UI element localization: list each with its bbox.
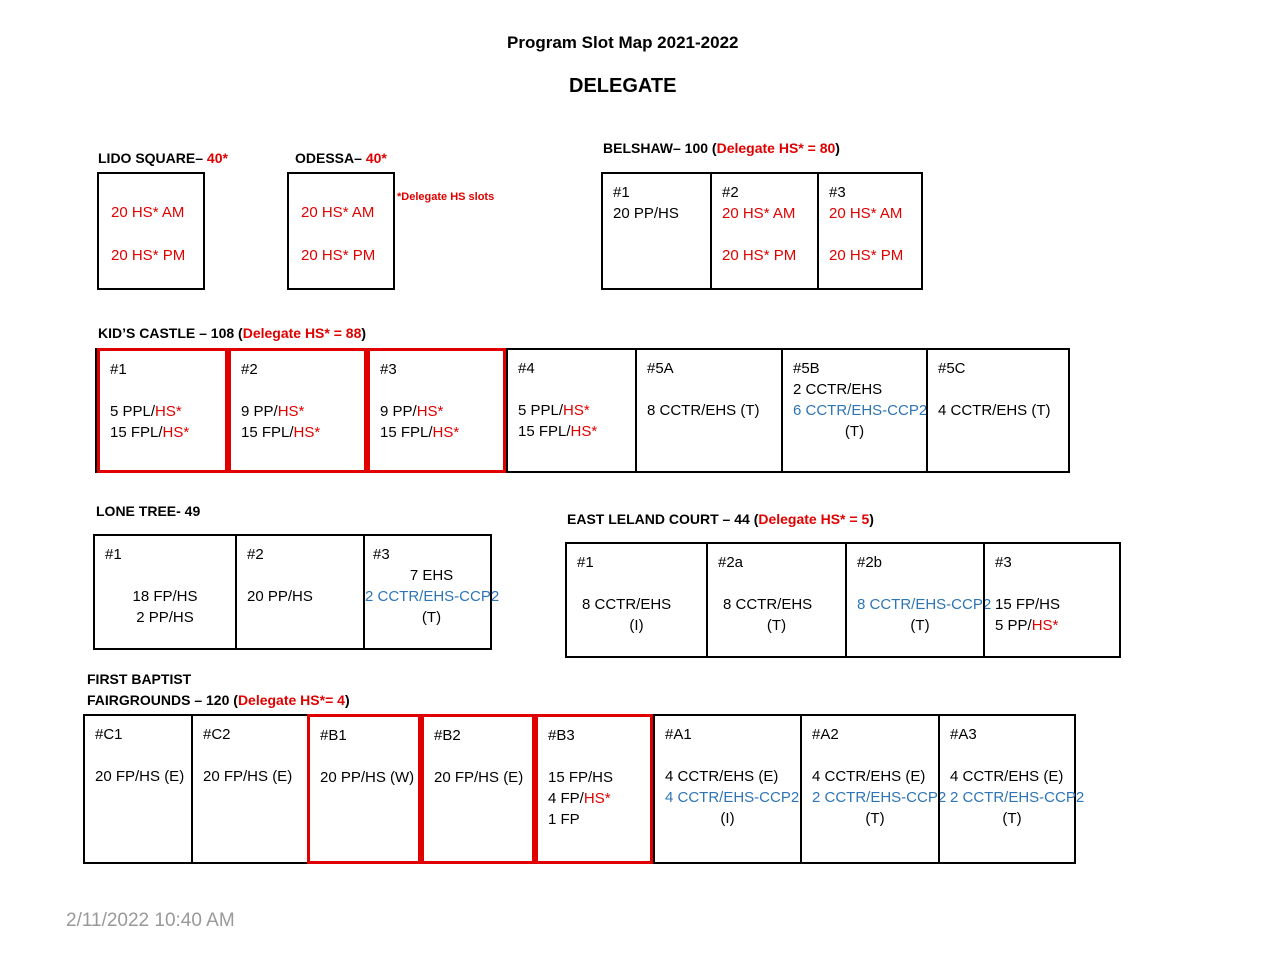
kids-cell-4: #4 5 PPL/HS* 15 FPL/HS* xyxy=(506,350,635,471)
cell-line: 20 HS* AM xyxy=(722,205,796,222)
cell-id: #B2 xyxy=(434,727,461,744)
lido-header xyxy=(98,150,228,166)
odessa-pm: 20 HS* PM xyxy=(301,247,376,264)
odessa-header xyxy=(295,150,387,166)
cell-id: #2 xyxy=(247,546,264,563)
lido-pm: 20 HS* PM xyxy=(111,247,186,264)
first-cell-b1: #B1 20 PP/HS (W) xyxy=(307,714,421,864)
odessa-name: ODESSA– xyxy=(295,150,366,166)
first-name: FAIRGROUNDS – 120 ( xyxy=(87,692,238,708)
cell-id: #2 xyxy=(722,184,739,201)
cell-id: #3 xyxy=(995,554,1012,571)
cell-id: #2a xyxy=(718,554,744,571)
kids-row xyxy=(95,348,1070,473)
belshaw-cell-1 xyxy=(603,174,710,288)
east-name: EAST LELAND COURT – 44 ( xyxy=(567,511,759,527)
cell-id: #2 xyxy=(241,361,258,378)
odessa-am: 20 HS* AM xyxy=(301,204,375,221)
cell-id: #5C xyxy=(938,360,966,377)
kids-delegate: Delegate HS* = 88 xyxy=(242,325,362,341)
cell-id: #A1 xyxy=(665,726,692,743)
cell-id: #1 xyxy=(110,361,127,378)
cell-id: #3 xyxy=(373,546,390,563)
east-cell-2b: #2b 8 CCTR/EHS-CCP2 (T) xyxy=(845,544,983,656)
cell-id: #A3 xyxy=(950,726,977,743)
lone-cell-2: #2 20 PP/HS xyxy=(235,536,363,648)
first-cell-b2: #B2 20 FP/HS (E) xyxy=(421,714,535,864)
cell-id: #3 xyxy=(829,184,846,201)
lido-count: 40* xyxy=(206,150,228,166)
page-title: Program Slot Map 2021-2022 xyxy=(507,33,739,52)
east-delegate: Delegate HS* = 5 xyxy=(758,511,870,527)
cell-id: #2b xyxy=(857,554,883,571)
east-header xyxy=(567,511,874,527)
lone-header: LONE TREE- 49 xyxy=(96,503,201,519)
cell-line: 20 HS* AM xyxy=(829,205,903,222)
cell-id: #1 xyxy=(105,546,122,563)
lone-cell-1: #1 18 FP/HS 2 PP/HS xyxy=(95,536,235,648)
kids-cell-5c: #5C 4 CCTR/EHS (T) xyxy=(926,350,1068,471)
cell-id: #5B xyxy=(793,360,820,377)
belshaw-cell-3 xyxy=(817,174,921,288)
belshaw-row xyxy=(601,172,923,290)
cell-id: #3 xyxy=(380,361,397,378)
first-delegate: Delegate HS*= 4 xyxy=(237,692,345,708)
cell-id: #B3 xyxy=(548,727,575,744)
cell-id: #C1 xyxy=(95,726,123,743)
first-cell-b3: #B3 15 FP/HS 4 FP/HS* 1 FP xyxy=(535,714,653,864)
lone-row xyxy=(93,534,500,650)
lido-am: 20 HS* AM xyxy=(111,204,185,221)
first-cell-a3: #A3 4 CCTR/EHS (E) 2 CCTR/EHS-CCP2 (T) xyxy=(938,716,1074,862)
kids-name: KID’S CASTLE – 108 ( xyxy=(98,325,243,341)
first-header-line1: FIRST BAPTIST xyxy=(87,671,192,687)
belshaw-cell-2 xyxy=(710,174,817,288)
odessa-count: 40* xyxy=(365,150,387,166)
cell-id: #5A xyxy=(647,360,674,377)
delegate-note: *Delegate HS slots xyxy=(397,191,495,203)
kids-cell-3: #3 9 PP/HS* 15 FPL/HS* xyxy=(367,348,506,473)
east-cell-1: #1 8 CCTR/EHS (I) xyxy=(567,544,706,656)
belshaw-name: BELSHAW– 100 ( xyxy=(603,140,717,156)
first-cell-c1: #C1 20 FP/HS (E) xyxy=(85,716,191,862)
cell-line: 20 HS* PM xyxy=(722,247,797,264)
cell-id: #B1 xyxy=(320,727,347,744)
belshaw-header xyxy=(603,140,840,156)
first-close: ) xyxy=(344,692,350,708)
belshaw-delegate: Delegate HS* = 80 xyxy=(716,140,836,156)
first-cell-a1: #A1 4 CCTR/EHS (E) 4 CCTR/EHS-CCP2 (I) xyxy=(653,716,800,862)
kids-cell-5a: #5A 8 CCTR/EHS (T) xyxy=(635,350,781,471)
cell-id: #C2 xyxy=(203,726,231,743)
east-close: ) xyxy=(869,511,874,527)
first-cell-c2: #C2 20 FP/HS (E) xyxy=(191,716,307,862)
kids-cell-5b: #5B 2 CCTR/EHS 6 CCTR/EHS-CCP2 (T) xyxy=(781,350,926,471)
lone-cell-3: #3 7 EHS 2 CCTR/EHS-CCP2 (T) xyxy=(363,536,490,648)
cell-id: #1 xyxy=(613,184,630,201)
cell-line: 20 PP/HS xyxy=(613,205,679,222)
kids-cell-2: #2 9 PP/HS* 15 FPL/HS* xyxy=(228,348,367,473)
timestamp: 2/11/2022 10:40 AM xyxy=(66,910,235,931)
east-cell-2a: #2a 8 CCTR/EHS (T) xyxy=(706,544,845,656)
cell-id: #4 xyxy=(518,360,535,377)
cell-id: #1 xyxy=(577,554,594,571)
east-row xyxy=(565,542,1121,658)
first-row xyxy=(83,714,1085,864)
belshaw-close: ) xyxy=(835,140,840,156)
lido-name: LIDO SQUARE– xyxy=(98,150,207,166)
kids-close: ) xyxy=(361,325,367,341)
east-cell-3: #3 15 FP/HS 5 PP/HS* xyxy=(983,544,1119,656)
first-header-line2 xyxy=(87,692,350,708)
lido-box xyxy=(97,172,205,290)
odessa-box xyxy=(287,172,395,290)
first-cell-a2: #A2 4 CCTR/EHS (E) 2 CCTR/EHS-CCP2 (T) xyxy=(800,716,938,862)
cell-line: 20 HS* PM xyxy=(829,247,904,264)
page-subtitle: DELEGATE xyxy=(569,75,677,97)
cell-id: #A2 xyxy=(812,726,839,743)
kids-header xyxy=(98,325,366,341)
kids-cell-1: #1 5 PPL/HS* 15 FPL/HS* xyxy=(97,348,228,473)
